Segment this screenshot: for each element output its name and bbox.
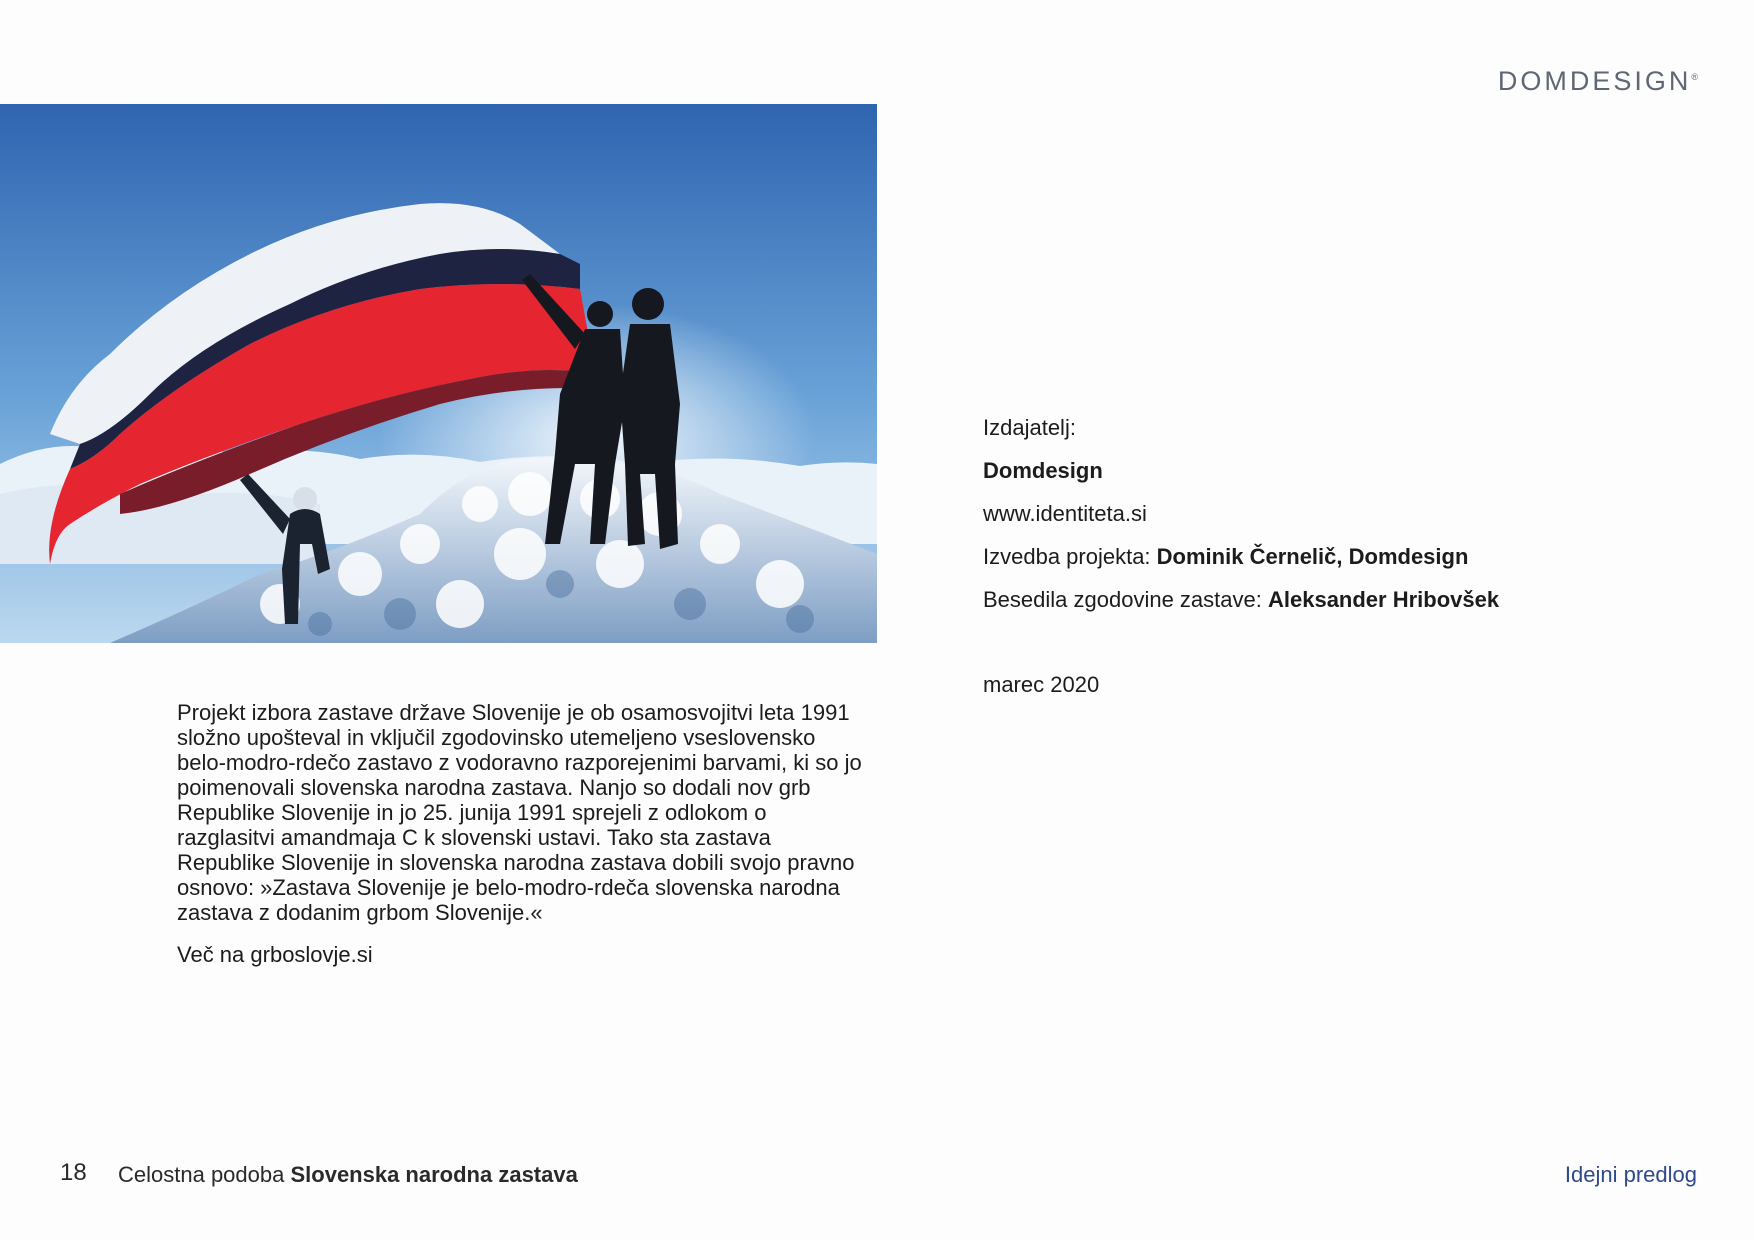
history-author-row [983,586,1623,629]
publisher-info [983,414,1623,714]
publication-date: marec 2020 [983,672,1100,697]
logo-text: DOMDESIGN [1497,66,1692,96]
execution-row [983,543,1623,586]
history-value: Aleksander Hribovšek [1267,587,1500,612]
publisher-label: Izdajatelj: [983,415,1076,440]
body-text [177,700,867,984]
footer-title-bold: Slovenska narodna zastava [290,1162,578,1187]
more-link-text: Več na grboslovje.si [177,942,373,967]
history-paragraph: Projekt izbora zastave države Slovenije je ob osamosvojitvi leta 1991 složno upošteval in vključil zgodovinsko utemeljeno vseslovensko belo-modro-rdečo zastavo z vodoravno razporejenimi barvami, ki so jo poimenovali slovenska narodna zastava. Nanjo so dodali nov grb Republike Slovenije in jo 25. junija 1991 sprejeli z odlokom o razglasitvi amandmaja C k slovenski ustavi. Tako sta zastava Republike Slovenije in slovenska narodna zastava dobili svojo pravno osnovo: »Zastava Slovenije je belo-modro-rdeča slovenska narodna zastava z dodanim grbom Slovenije.« [177,700,862,925]
website: www.identiteta.si [983,501,1147,526]
footer-title-prefix: Celostna podoba [118,1162,285,1187]
footer-title [118,1162,578,1188]
photo-flag-summit [0,104,877,643]
execution-value: Dominik Černelič, Domdesign [1156,544,1469,569]
execution-label: Izvedba projekta: [983,544,1151,569]
history-label: Besedila zgodovine zastave: [983,587,1262,612]
registered-mark: ® [1691,72,1698,82]
domdesign-logo [1498,66,1698,97]
photo-illustration [0,104,877,643]
footer-section: Idejni predlog [1564,1162,1697,1187]
publisher-name-row [983,457,1623,500]
page-number: 18 [60,1159,87,1186]
publisher-name: Domdesign [983,458,1103,483]
